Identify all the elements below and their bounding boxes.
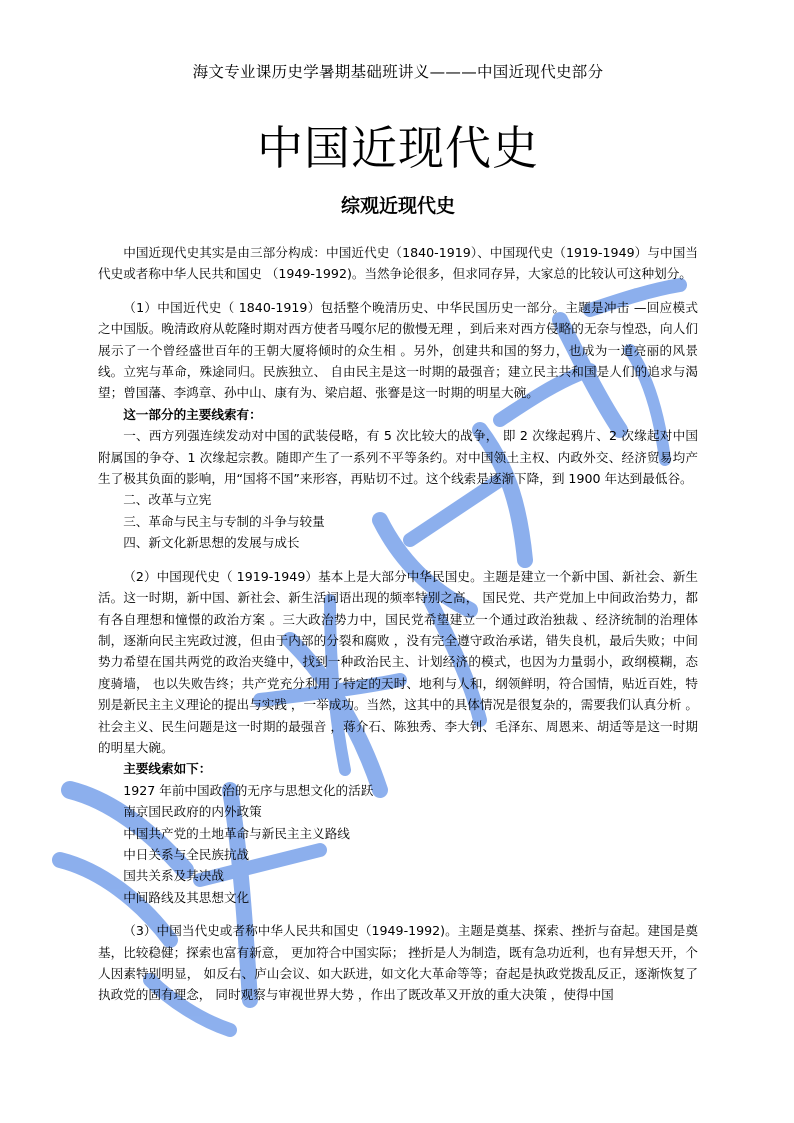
list-item: 南京国民政府的内外政策 xyxy=(123,804,262,820)
section3-paragraph: （3）中国当代史或者称中华人民共和国史（1949-1992)。主题是奠基、探索、挫折与奋起。建国是奠基，比较稳健；探索也富有新意， 更加符合中国实际； 挫折是人为制造，既有急功近利，也有异想天开，个人因素特别明显， 如反右、庐山会议、如大跃进，如文化大革命等等；奋起是执政党拨乱反正，逐渐恢复了执政党的固有理念， 同时观察与审视世界大势 ，作出了既改革又开放的重大决策 ，使得中国 xyxy=(98,923,698,1003)
list-item: 中国共产党的土地革命与新民主主义路线 xyxy=(123,825,350,841)
section1-paragraph: （1）中国近代史（ 1840-1919）包括整个晚清历史、中华民国历史一部分。主题是冲击 —回应模式之中国版。晚清政府从乾隆时期对西方使者马嘎尔尼的傲慢无理 ，到后来对西方侵略的无奈与惶恐，向人们展示了一个曾经盛世百年的王朝大厦将倾时的众生相 。另外，创建共和国的努力，也成为一道亮丽的风景线。立宪与革命，殊途同归。民族独立、 自由民主是这一时期的最强音；建立民主共和国是人们的追求与渴望；曾国藩、李鸿章、孙中山、康有为、梁启超、张謇是这一时期的明星大碗。 xyxy=(98,299,698,401)
page-title: 中国近现代史 xyxy=(257,121,539,175)
list-item: 1927 年前中国政治的无序与思想文化的活跃 xyxy=(123,782,374,798)
section1-line-4: 四、新文化新思想的发展与成长 xyxy=(123,535,300,551)
page-subtitle: 综观近现代史 xyxy=(340,195,455,217)
section1-lines-heading: 这一部分的主要线索有： xyxy=(123,406,262,422)
section1-line-2: 二、改革与立宪 xyxy=(123,492,212,508)
intro-paragraph: 中国近现代史其实是由三部分构成：中国近代史（1840-1919）、中国现代史（1919-1949）与中国当代史或者称中华人民共和国史 （1949-1992)。当然争论很多，但求同存异，大家总的比较认可这种划分。 xyxy=(98,245,698,282)
section2-lines-heading: 主要线索如下： xyxy=(123,761,212,777)
list-item: 国共关系及其决战 xyxy=(123,868,224,884)
section1-line-3: 三、革命与民主与专制的斗争与较量 xyxy=(123,513,325,529)
list-item: 中间路线及其思想文化 xyxy=(123,889,250,905)
section2-paragraph: （2）中国现代史（ 1919-1949）基本上是大部分中华民国史。主题是建立一个新中国、新社会、新生活。这一时期，新中国、新社会、新生活词语出现的频率特别之高， 国民党、共产党加上中间政治势力，都有各自理想和憧憬的政治方案 。三大政治势力中，国民党希望建立一个通过政治独裁 、经济统制的治理体制，逐渐向民主宪政过渡，但由于内部的分裂和腐败 ，没有完全遵守政治承诺，错失良机，最后失败；中间势力希望在国共两党的政治夹缝中，找到一种政治民主、计划经济的模式，也因为力量弱小，政纲模糊，态度骑墙， 也以失败告终；共产党充分利用了特定的天时、地利与人和，纲领鲜明，符合国情，贴近百姓，特别是新民主主义理论的提出与实践 ，一举成功。当然，这其中的具体情况是很复杂的，需要我们认真分析 。社会主义、民生问题是这一时期的最强音 ，蒋介石、陈独秀、李大钊、毛泽东、周恩来、胡适等是这一时期的明星大碗。 xyxy=(98,568,698,755)
page-header: 海文专业课历史学暑期基础班讲义———中国近现代史部分 xyxy=(192,63,604,81)
section1-line-1: 一、西方列强连续发动对中国的武装侵略，有 5 次比较大的战争， 即 2 次缘起鸦片、2 次缘起对中国附属国的争夺、1 次缘起宗教。随即产生了一系列不平等条约。对中国领土主权、内政外交、经济贸易均产生了极其负面的影响，用“国将不国”来形容，再贴切不过。这个线索是逐渐下降，到 1900 年达到最低谷。 xyxy=(98,428,698,487)
list-item: 中日关系与全民族抗战 xyxy=(123,846,250,862)
body-text xyxy=(98,242,698,1006)
